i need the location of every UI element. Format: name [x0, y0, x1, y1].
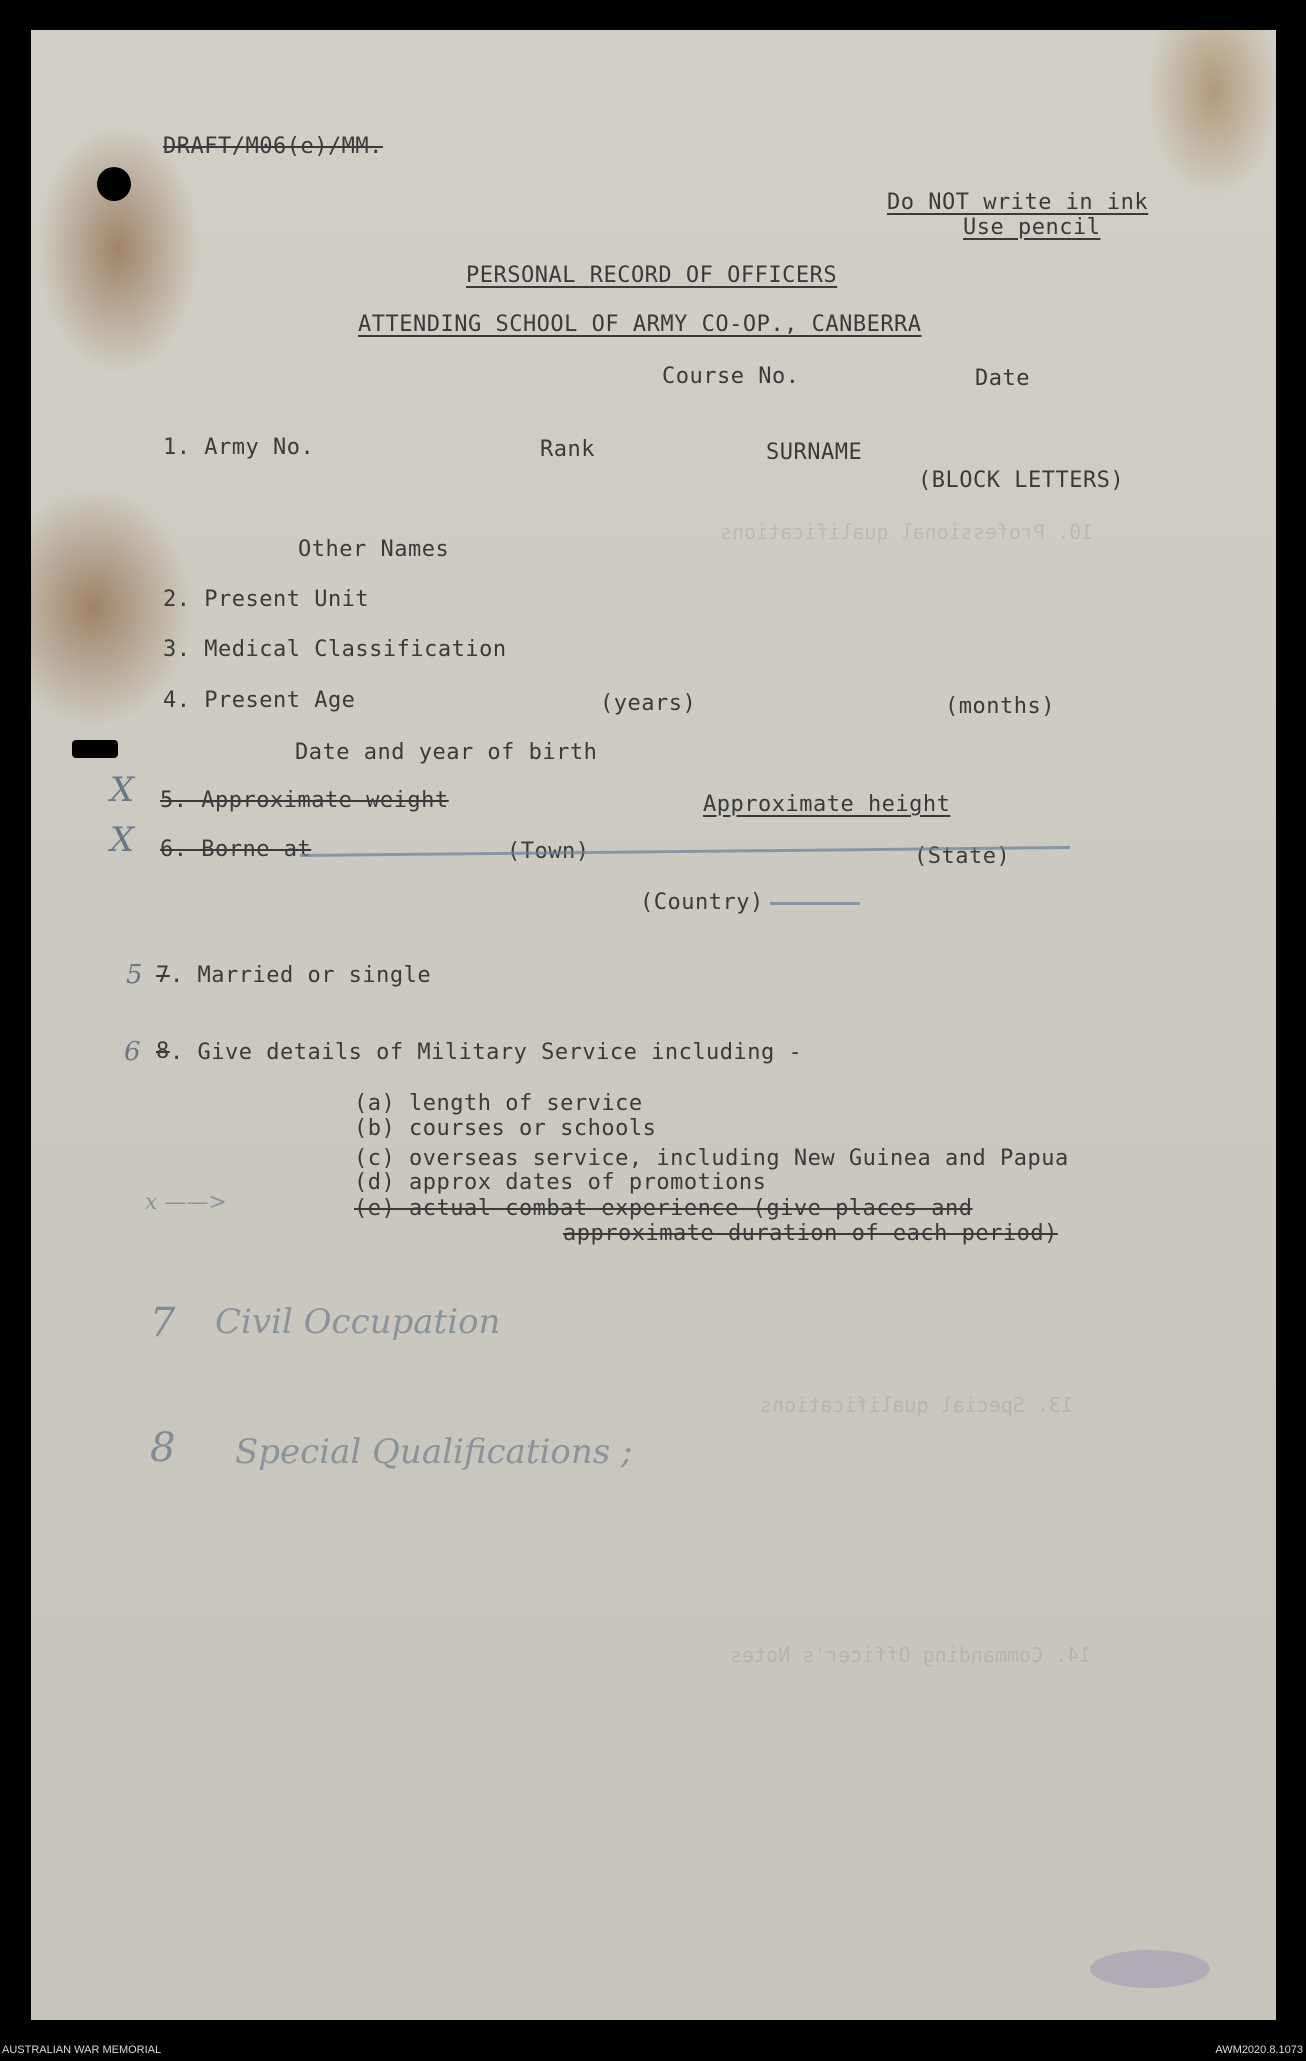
title-line2: ATTENDING SCHOOL OF ARMY CO-OP., CANBERRA [358, 312, 922, 337]
handwritten-number-5: 5 [126, 960, 143, 990]
punch-hole-torn [72, 740, 118, 758]
handwritten-special-qualifications: Special Qualifications ; [235, 1432, 633, 1472]
footer-archive-name: AUSTRALIAN WAR MEMORIAL [2, 2044, 162, 2056]
handwritten-number-6: 6 [124, 1037, 141, 1067]
military-number: 8 [156, 1039, 170, 1064]
married-label: . Married or single [170, 963, 432, 988]
army-no-label: 1. Army No. [163, 435, 315, 460]
present-unit-label: 2. Present Unit [163, 587, 370, 612]
married-number: 7 [156, 963, 170, 988]
height-label: Approximate height [703, 792, 951, 817]
military-item-d: (d) approx dates of promotions [354, 1170, 767, 1195]
instruction-pencil: Use pencil [963, 215, 1101, 240]
handwritten-arrow: x ——> [145, 1190, 227, 1215]
instruction-ink: Do NOT write in ink [887, 190, 1149, 215]
state-label: (State) [914, 844, 1011, 869]
military-item-a: (a) length of service [354, 1091, 643, 1116]
rank-label: Rank [540, 437, 595, 462]
years-label: (years) [600, 691, 697, 716]
handwritten-x-5: X [110, 770, 135, 810]
military-item-c: (c) overseas service, including New Guinea and Papua [354, 1146, 1069, 1171]
military-item-e-continued: approximate duration of each period) [563, 1221, 1058, 1246]
bleed-through: 10. Professional qualifications [720, 520, 1094, 544]
bleed-through: 13. Special qualifications [760, 1393, 1074, 1417]
weight-label: 5. Approximate weight [160, 788, 449, 813]
months-label: (months) [945, 694, 1055, 719]
borne-label: 6. Borne at [160, 837, 312, 862]
bleed-through: 14. Commanding Officer's Notes [730, 1643, 1092, 1667]
medical-label: 3. Medical Classification [163, 637, 507, 662]
footer-archive-id: AWM2020.8.1073 [1215, 2044, 1303, 2056]
military-item-e: (e) actual combat experience (give places and [354, 1196, 973, 1221]
handwritten-number-7: 7 [150, 1300, 176, 1346]
country-label: (Country) [640, 890, 764, 915]
military-item-b: (b) courses or schools [354, 1116, 657, 1141]
surname-label: SURNAME [766, 440, 863, 465]
handwritten-civil-occupation: Civil Occupation [215, 1302, 501, 1342]
strike-line [770, 902, 860, 905]
title-line1: PERSONAL RECORD OF OFFICERS [466, 263, 838, 288]
punch-hole [97, 167, 131, 201]
military-label: . Give details of Military Service including - [170, 1040, 803, 1065]
course-label: Course No. [662, 364, 800, 389]
faded-stamp [1090, 1950, 1210, 1988]
date-label: Date [975, 366, 1030, 391]
other-names-label: Other Names [298, 537, 450, 562]
handwritten-x-6: X [110, 820, 135, 860]
block-letters-note: (BLOCK LETTERS) [918, 468, 1125, 493]
present-age-label: 4. Present Age [163, 688, 356, 713]
handwritten-number-8: 8 [150, 1425, 176, 1471]
doc-reference: DRAFT/M06(e)/MM. [163, 134, 383, 159]
dob-label: Date and year of birth [295, 740, 598, 765]
